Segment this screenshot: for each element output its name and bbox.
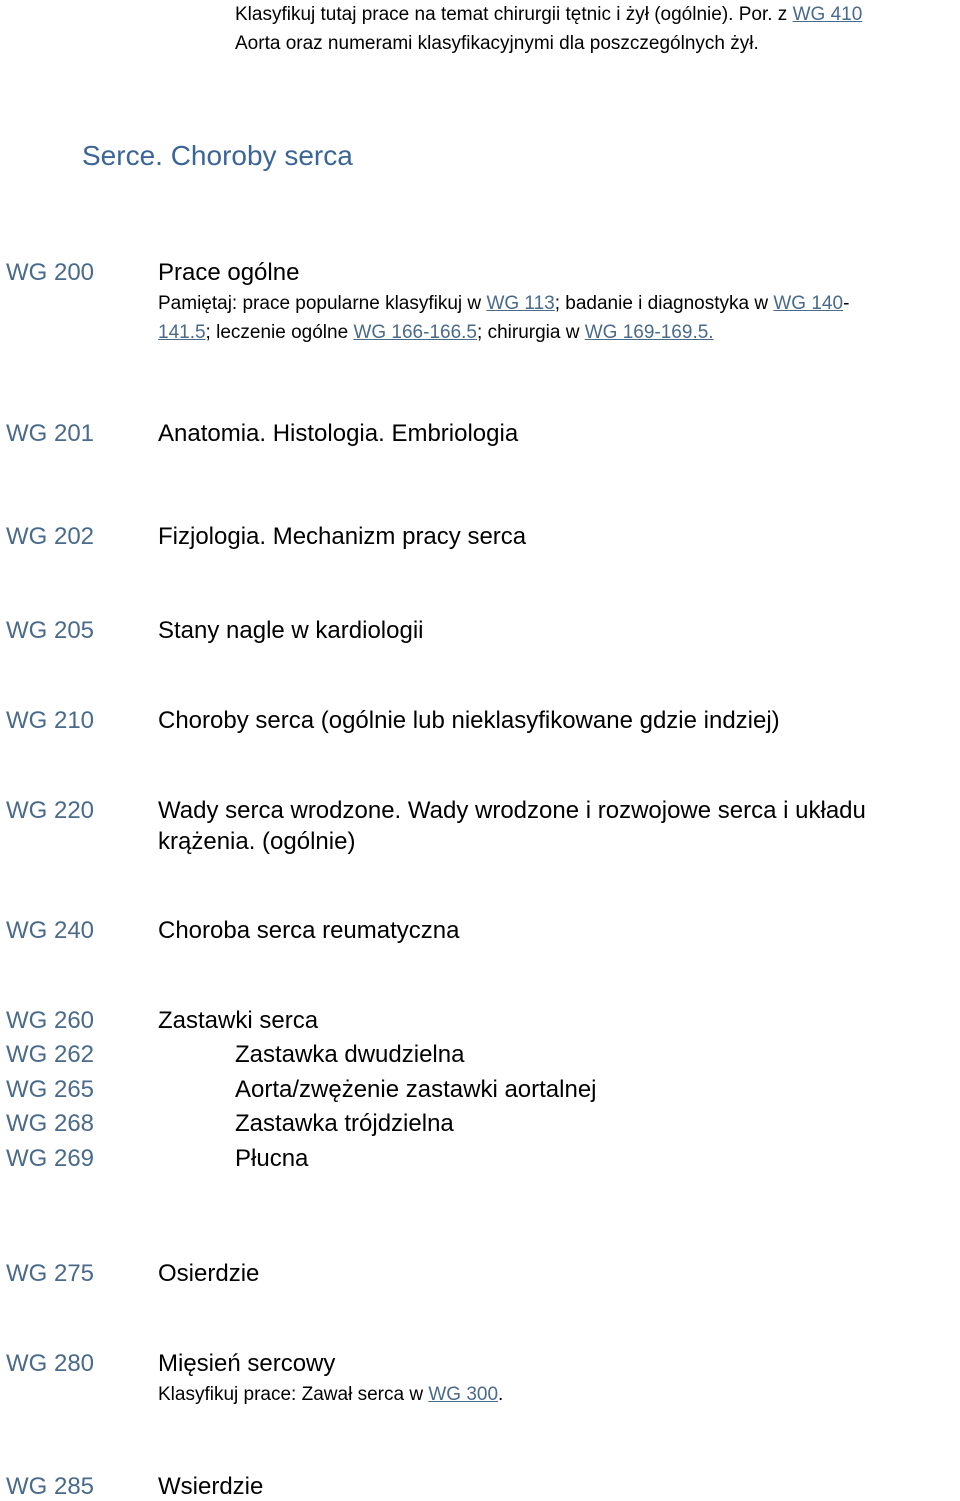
code-wg-280: WG 280 [6, 1350, 95, 1377]
title-wg-201: Anatomia. Histologia. Embriologia [158, 420, 519, 447]
note-text: Pamiętaj: prace popularne klasyfikuj w [158, 293, 487, 314]
note-text: ; chirurgia w [477, 322, 585, 343]
link-wg-166[interactable]: WG 166-166.5 [353, 322, 478, 343]
title-wg-275: Osierdzie [158, 1260, 260, 1287]
link-wg-300[interactable]: WG 300 [428, 1384, 499, 1405]
code-wg-200: WG 200 [6, 259, 95, 286]
code-wg-268: WG 268 [6, 1110, 95, 1137]
title-wg-220-line-2: krążenia. (ogólnie) [158, 828, 356, 855]
link-wg-113[interactable]: WG 113 [486, 293, 555, 314]
code-wg-205: WG 205 [6, 617, 95, 644]
code-wg-202: WG 202 [6, 523, 95, 550]
note-text: ; badanie i diagnostyka w [554, 293, 774, 314]
title-wg-240: Choroba serca reumatyczna [158, 917, 460, 944]
title-wg-265: Aorta/zwężenie zastawki aortalnej [235, 1076, 597, 1103]
code-wg-265: WG 265 [6, 1076, 95, 1103]
title-wg-280: Mięsień sercowy [158, 1350, 336, 1377]
title-wg-269: Płucna [235, 1145, 309, 1172]
note-wg-200-line-2 [158, 322, 714, 344]
code-wg-262: WG 262 [6, 1041, 95, 1068]
code-wg-240: WG 240 [6, 917, 95, 944]
note-text: ; leczenie ogólne [205, 322, 354, 343]
section-title: Serce. Choroby serca [82, 140, 353, 171]
link-wg-410[interactable]: WG 410 [792, 4, 863, 25]
link-wg-169[interactable]: WG 169-169.5. [584, 322, 714, 343]
code-wg-201: WG 201 [6, 420, 95, 447]
note-wg-280 [158, 1384, 503, 1406]
intro-text: Klasyfikuj tutaj prace na temat chirurgii tętnic i żył (ogólnie). Por. z [235, 4, 793, 25]
code-wg-210: WG 210 [6, 707, 95, 734]
intro-line-1 [235, 4, 862, 26]
code-wg-269: WG 269 [6, 1145, 95, 1172]
title-wg-205: Stany nagle w kardiologii [158, 617, 424, 644]
note-text: . [498, 1384, 504, 1405]
note-text: Klasyfikuj prace: Zawał serca w [158, 1384, 429, 1405]
title-wg-210: Choroby serca (ogólnie lub nieklasyfikowane gdzie indziej) [158, 707, 780, 734]
code-wg-285: WG 285 [6, 1473, 95, 1500]
code-wg-275: WG 275 [6, 1260, 95, 1287]
code-wg-260: WG 260 [6, 1007, 95, 1034]
title-wg-262: Zastawka dwudzielna [235, 1041, 465, 1068]
title-wg-202: Fizjologia. Mechanizm pracy serca [158, 523, 527, 550]
code-wg-220: WG 220 [6, 797, 95, 824]
link-wg-141-5[interactable]: 141.5 [158, 322, 206, 343]
note-wg-200-line-1 [158, 293, 849, 315]
title-wg-285: Wsierdzie [158, 1473, 264, 1500]
title-wg-220-line-1: Wady serca wrodzone. Wady wrodzone i rozwojowe serca i układu [158, 797, 866, 824]
title-wg-200: Prace ogólne [158, 259, 300, 286]
intro-line-2: Aorta oraz numerami klasyfikacyjnymi dla poszczególnych żył. [235, 33, 759, 54]
link-wg-140[interactable]: WG 140 [773, 293, 844, 314]
note-text: - [843, 293, 850, 314]
title-wg-268: Zastawka trójdzielna [235, 1110, 454, 1137]
title-wg-260: Zastawki serca [158, 1007, 319, 1034]
